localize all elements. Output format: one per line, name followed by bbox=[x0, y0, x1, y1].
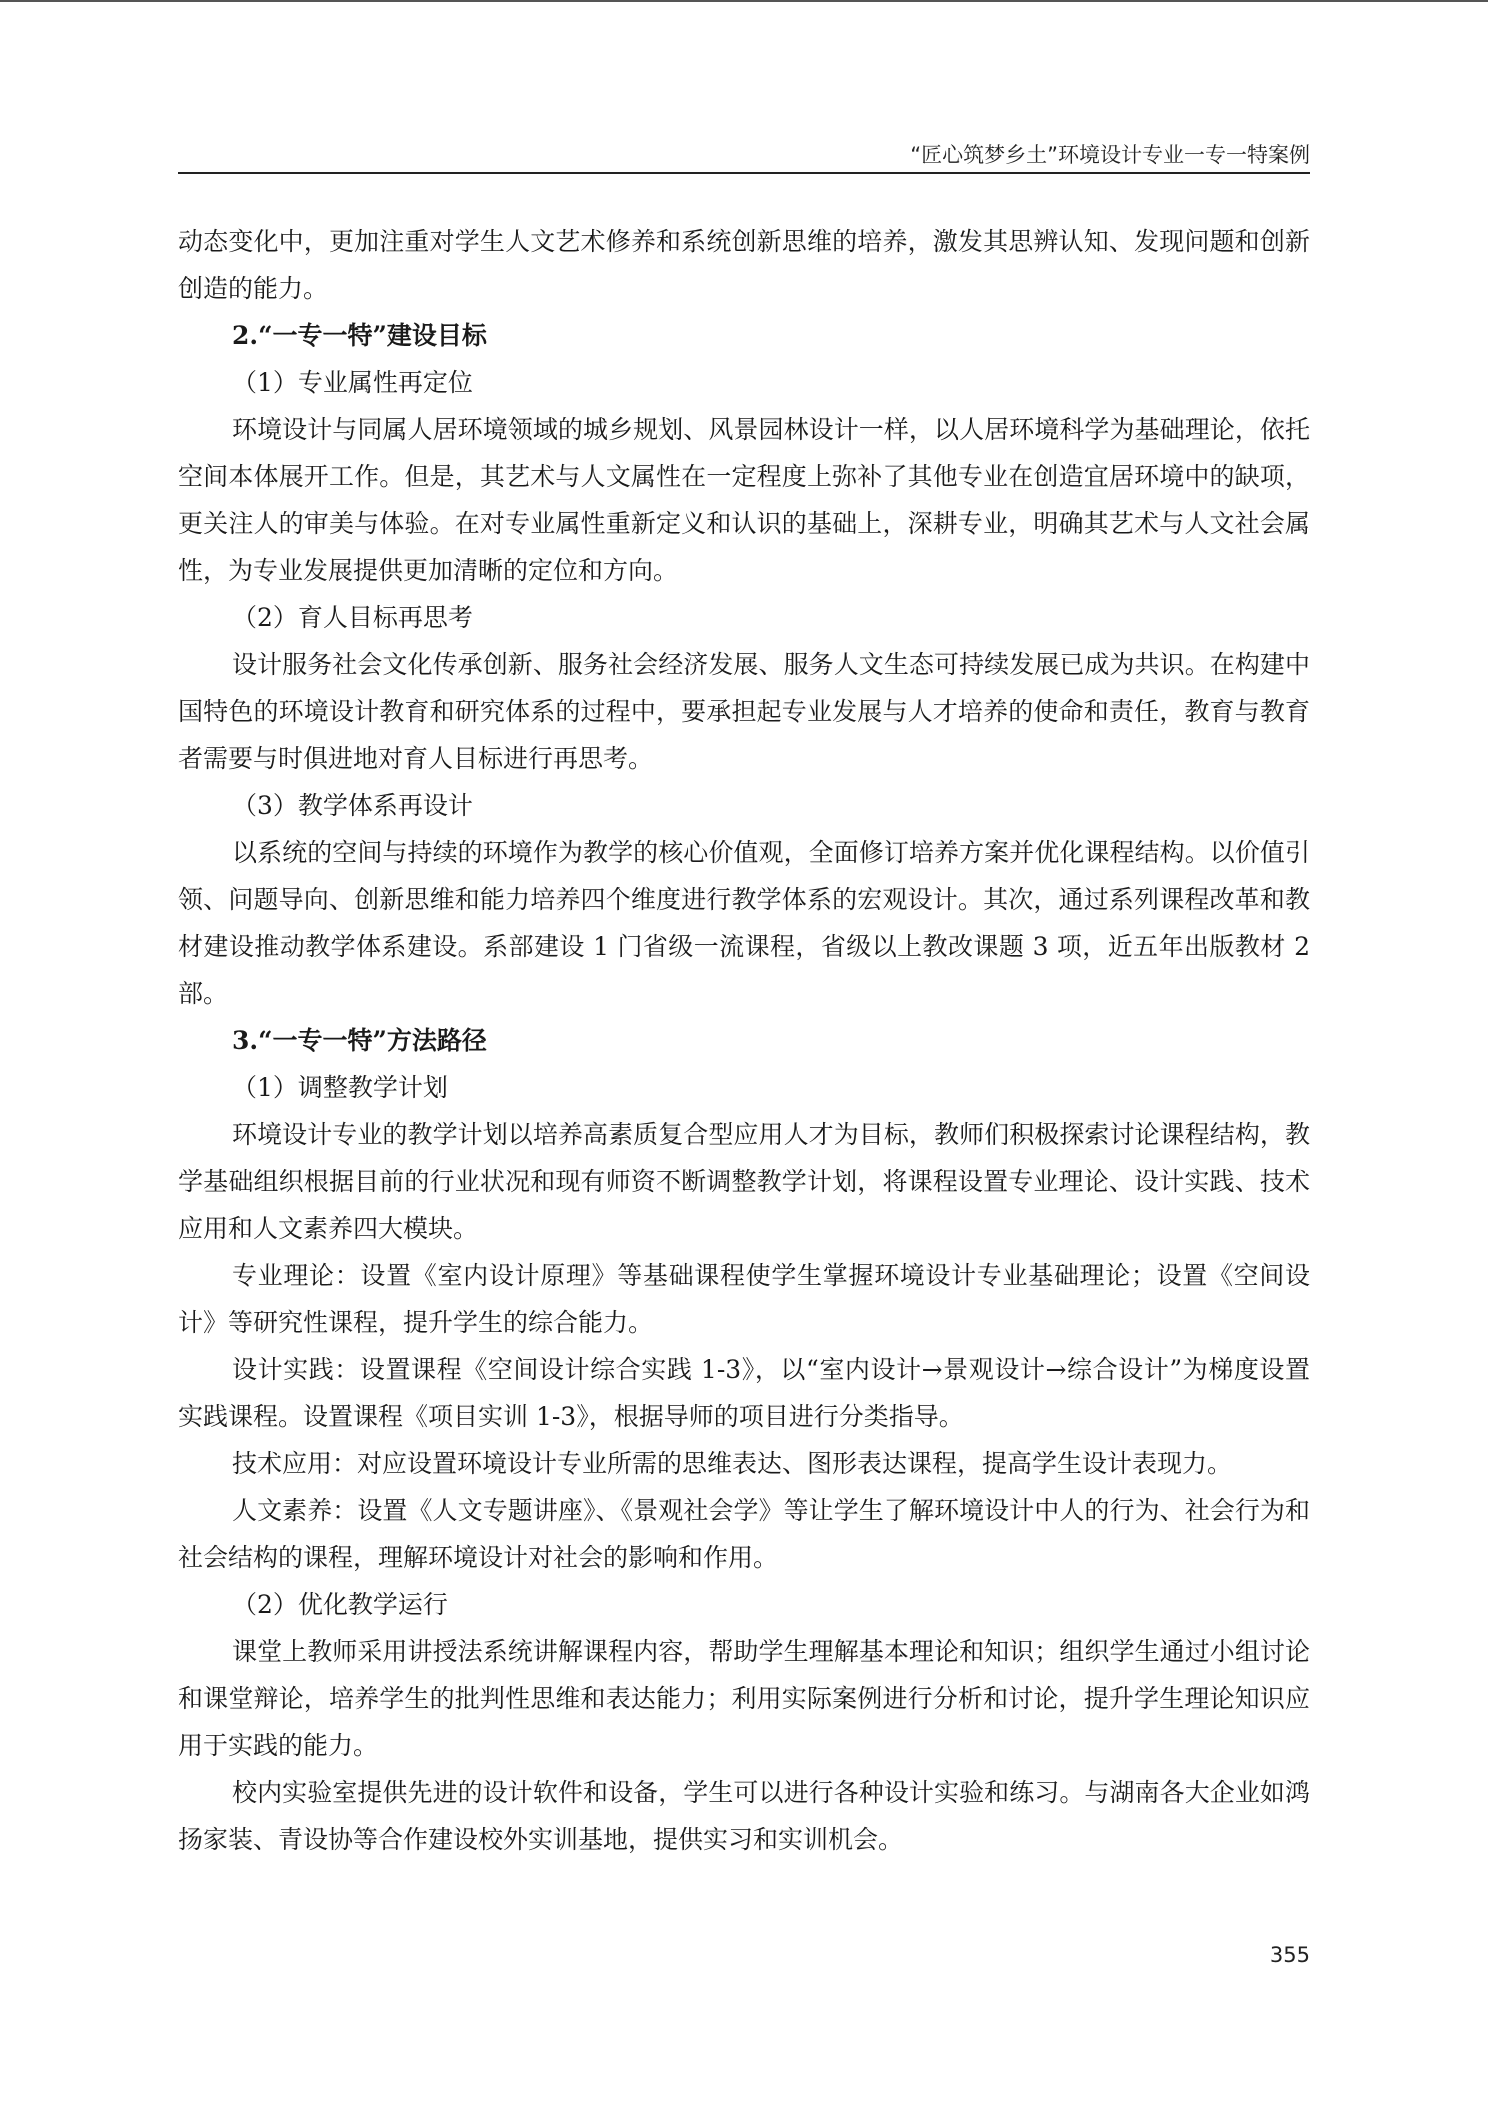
paragraph: 环境设计与同属人居环境领域的城乡规划、风景园林设计一样，以人居环境科学为基础理论，依托空间本体展开工作。但是，其艺术与人文属性在一定程度上弥补了其他专业在创造宜居环境中的缺项，更关注人的审美与体验。在对专业属性重新定义和认识的基础上，深耕专业，明确其艺术与人文社会属性，为专业发展提供更加清晰的定位和方向。 bbox=[178, 415, 1310, 585]
paragraph: 校内实验室提供先进的设计软件和设备，学生可以进行各种设计实验和练习。与湖南各大企业如鸿扬家装、青设协等合作建设校外实训基地，提供实习和实训机会。 bbox=[178, 1778, 1310, 1854]
paragraph: 技术应用：对应设置环境设计专业所需的思维表达、图形表达课程，提高学生设计表现力。 bbox=[232, 1449, 1233, 1478]
subheading-2: （2）优化教学运行 bbox=[232, 1590, 448, 1619]
paragraph: 设计服务社会文化传承创新、服务社会经济发展、服务人文生态可持续发展已成为共识。在构建中国特色的环境设计教育和研究体系的过程中，要承担起专业发展与人才培养的使命和责任，教育与教育者需要与时俱进地对育人目标进行再思考。 bbox=[178, 650, 1310, 773]
top-border-rule bbox=[0, 0, 1488, 2]
paragraph: 设计实践：设置课程《空间设计综合实践 1-3》，以“室内设计→景观设计→综合设计”为梯度设置实践课程。设置课程《项目实训 1-3》，根据导师的项目进行分类指导。 bbox=[178, 1355, 1310, 1431]
section-heading-2: 2.“一专一特”建设目标 bbox=[232, 321, 487, 350]
paragraph: 以系统的空间与持续的环境作为教学的核心价值观，全面修订培养方案并优化课程结构。以价值引领、问题导向、创新思维和能力培养四个维度进行教学体系的宏观设计。其次，通过系列课程改革和教材建设推动教学体系建设。系部建设 1 门省级一流课程，省级以上教改课题 3 项，近五年出版教材 2 部。 bbox=[178, 838, 1310, 1008]
paragraph: 专业理论：设置《室内设计原理》等基础课程使学生掌握环境设计专业基础理论；设置《空间设计》等研究性课程，提升学生的综合能力。 bbox=[178, 1261, 1310, 1337]
paragraph-continuation: 动态变化中，更加注重对学生人文艺术修养和系统创新思维的培养，激发其思辨认知、发现问题和创新创造的能力。 bbox=[178, 227, 1310, 303]
subheading-3: （3）教学体系再设计 bbox=[232, 791, 473, 820]
paragraph: 环境设计专业的教学计划以培养高素质复合型应用人才为目标，教师们积极探索讨论课程结构，教学基础组织根据目前的行业状况和现有师资不断调整教学计划，将课程设置专业理论、设计实践、技术应用和人文素养四大模块。 bbox=[178, 1120, 1310, 1243]
running-header: “匠心筑梦乡土”环境设计专业一专一特案例 bbox=[910, 143, 1310, 167]
subheading-2: （2）育人目标再思考 bbox=[232, 603, 473, 632]
paragraph: 课堂上教师采用讲授法系统讲解课程内容，帮助学生理解基本理论和知识；组织学生通过小组讨论和课堂辩论，培养学生的批判性思维和表达能力；利用实际案例进行分析和讨论，提升学生理论知识应用于实践的能力。 bbox=[178, 1637, 1310, 1760]
paragraph: 人文素养：设置《人文专题讲座》、《景观社会学》等让学生了解环境设计中人的行为、社会行为和社会结构的课程，理解环境设计对社会的影响和作用。 bbox=[178, 1496, 1310, 1572]
header-rule bbox=[178, 172, 1310, 174]
page-body bbox=[178, 218, 1310, 1863]
section-heading-3: 3.“一专一特”方法路径 bbox=[232, 1026, 487, 1055]
subheading-1: （1）专业属性再定位 bbox=[232, 368, 473, 397]
subheading-1: （1）调整教学计划 bbox=[232, 1073, 448, 1102]
page-number: 355 bbox=[1269, 1943, 1310, 1967]
